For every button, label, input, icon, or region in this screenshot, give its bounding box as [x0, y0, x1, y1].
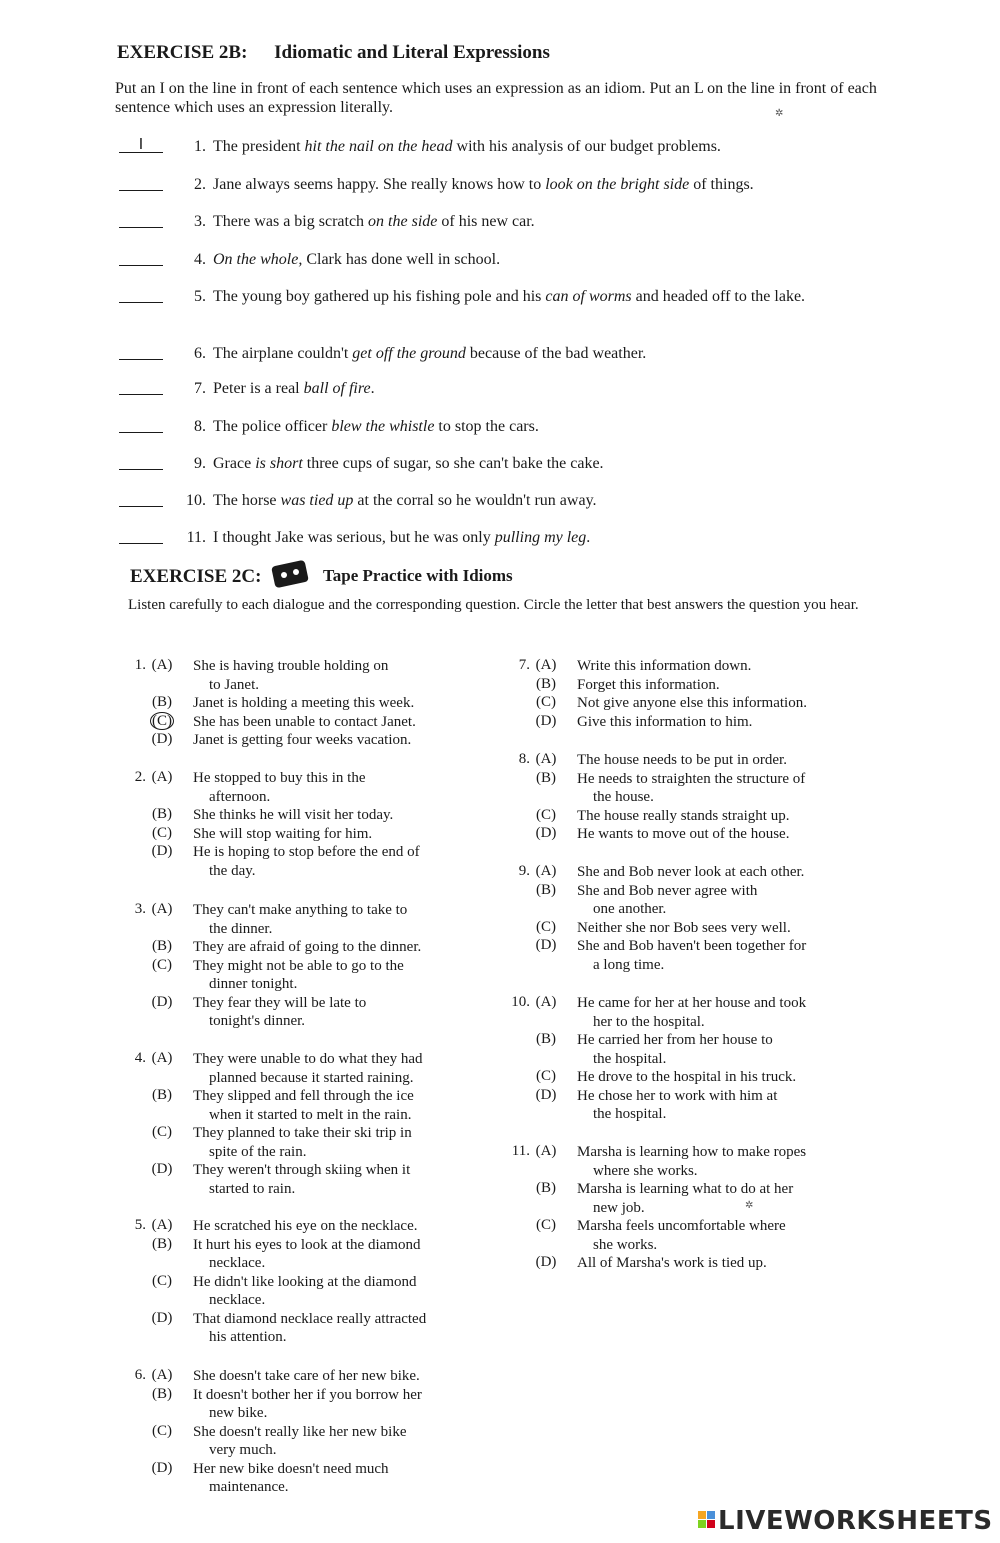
sentence-after: and headed off to the lake. — [631, 288, 806, 305]
option-letter[interactable] — [146, 731, 178, 748]
option-letter-text: (A) — [151, 769, 173, 785]
option-line: She is having trouble holding on — [193, 658, 389, 674]
sentence-before: The police officer — [213, 418, 332, 435]
answer-blank[interactable] — [119, 378, 163, 395]
sentence-after: of things. — [689, 176, 754, 193]
option-text — [577, 751, 882, 770]
answer-blank[interactable] — [119, 174, 163, 191]
asterisk-mark: ✲ — [745, 1200, 754, 1211]
question-number: 10. — [511, 994, 530, 1010]
option-text — [193, 1367, 498, 1386]
option-text — [193, 843, 498, 880]
exercise-2c-label: EXERCISE 2C: — [130, 566, 262, 587]
item-number: 3. — [194, 213, 206, 230]
option-line: Write this information down. — [577, 658, 752, 674]
option-letter[interactable] — [530, 1143, 562, 1160]
exercise-2c-heading — [130, 566, 261, 588]
option-letter[interactable] — [146, 901, 178, 918]
option-line: when it started to melt in the rain. — [209, 1106, 412, 1123]
option-letter[interactable] — [530, 676, 562, 693]
option-line: She thinks he will visit her today. — [193, 807, 394, 823]
question-number: 11. — [511, 1143, 530, 1159]
option-line: They fear they will be late to — [193, 994, 367, 1011]
option-text — [193, 825, 498, 844]
sentence-text — [213, 345, 863, 363]
option-letter-text: (D) — [151, 993, 173, 1010]
sentence-text — [213, 380, 863, 398]
item-number: 8. — [194, 418, 206, 435]
answer-blank[interactable]: I — [119, 136, 163, 153]
option-letter-text: (D) — [535, 825, 557, 841]
option-letter[interactable] — [146, 1367, 178, 1384]
option-letter[interactable] — [530, 863, 562, 880]
option-text — [577, 1068, 882, 1087]
sentence-after: because of the bad weather. — [465, 345, 647, 362]
option-letter-text: (D) — [151, 731, 173, 747]
option-letter[interactable] — [146, 843, 178, 860]
option-letter-text: (C) — [152, 1272, 172, 1289]
question-number: 2. — [134, 769, 146, 785]
option-line: his attention. — [209, 1329, 287, 1345]
option-letter[interactable] — [530, 1217, 562, 1234]
option-line: spite of the rain. — [209, 1143, 307, 1160]
option-letter-text: (D) — [535, 1254, 557, 1270]
option-text — [577, 1143, 882, 1180]
option-text — [193, 1460, 498, 1497]
option-letter[interactable] — [146, 1124, 178, 1141]
option-line: very much. — [209, 1442, 277, 1458]
option-letter[interactable] — [530, 937, 562, 954]
sentence-before: Peter is a real — [213, 380, 304, 397]
question-number: 9. — [518, 863, 530, 879]
option-letter[interactable] — [146, 1161, 178, 1178]
option-line: Forget this information. — [577, 676, 720, 693]
option-letter[interactable] — [146, 1217, 178, 1234]
sentence-before: Jane always seems happy. She really knows how to — [213, 176, 546, 193]
option-text — [193, 769, 498, 806]
option-line: He wants to move out of the house. — [577, 826, 790, 842]
sentence-text — [213, 213, 863, 231]
option-letter-text: (D) — [535, 712, 557, 729]
option-line: He needs to straighten the structure of — [577, 770, 806, 787]
item-number: 11. — [186, 529, 206, 546]
option-letter-text: (C) — [536, 1217, 556, 1233]
sentence-before: Grace — [213, 455, 256, 472]
sentence-before: The airplane couldn't — [213, 345, 353, 362]
option-letter[interactable] — [146, 657, 178, 674]
option-line: She doesn't take care of her new bike. — [193, 1368, 420, 1384]
option-letter-text: (B) — [536, 1180, 556, 1196]
sentence-before: There was a big scratch — [213, 213, 369, 230]
option-letter-text: (A) — [535, 657, 557, 673]
question-number: 3. — [134, 901, 146, 917]
option-text — [193, 1386, 498, 1423]
sentence-after: of his new car. — [437, 213, 535, 230]
option-letter-text: (A) — [535, 863, 557, 879]
option-letter[interactable] — [530, 1254, 562, 1271]
option-letter-text: (A) — [151, 1050, 173, 1066]
option-letter[interactable] — [530, 657, 562, 674]
option-letter-text: (A) — [535, 1143, 557, 1159]
question-number: 1. — [134, 657, 146, 673]
option-letter[interactable] — [530, 807, 562, 824]
option-text — [577, 863, 882, 882]
option-line: started to rain. — [209, 1180, 296, 1197]
option-text — [577, 657, 882, 676]
item-number: 4. — [194, 251, 206, 268]
sentence-after: with his analysis of our budget problems. — [452, 138, 721, 155]
option-line: her to the hospital. — [593, 1013, 705, 1030]
answer-blank[interactable] — [119, 211, 163, 228]
item-number: 7. — [194, 380, 206, 397]
logo-square — [707, 1511, 715, 1519]
option-text — [193, 1310, 498, 1347]
logo-square — [698, 1520, 706, 1528]
answer-blank[interactable] — [119, 249, 163, 266]
sentence-text — [213, 529, 863, 547]
option-line: They are afraid of going to the dinner. — [193, 939, 422, 955]
option-line: Not give anyone else this information. — [577, 695, 807, 711]
answer-blank[interactable] — [119, 416, 163, 433]
option-line: She and Bob haven't been together for — [577, 938, 807, 954]
option-text — [193, 1423, 498, 1460]
option-letter[interactable] — [530, 1180, 562, 1197]
idiom-expression: look on the bright side — [545, 176, 690, 193]
option-text — [577, 770, 882, 807]
option-letter-text: (B) — [152, 1235, 172, 1252]
idiom-expression: is short — [255, 455, 303, 472]
sentence-text — [213, 251, 863, 269]
question-number: 4. — [134, 1050, 146, 1066]
item-number: 10. — [186, 492, 206, 509]
option-letter-text: (B) — [536, 769, 556, 786]
liveworksheets-logo[interactable]: LIVEWORKSHEETS — [718, 1506, 993, 1536]
question-number: 7. — [518, 657, 530, 673]
option-text — [193, 957, 498, 994]
option-line: They weren't through skiing when it — [193, 1162, 411, 1178]
option-letter[interactable] — [530, 1087, 562, 1104]
option-line: He didn't like looking at the diamond — [193, 1273, 417, 1290]
option-line: the hospital. — [593, 1106, 667, 1122]
answer-blank[interactable] — [119, 527, 163, 544]
idiom-expression: blew the whistle — [331, 418, 435, 435]
option-letter[interactable] — [530, 770, 562, 787]
option-text — [193, 806, 498, 825]
idiom-expression: was tied up — [280, 492, 354, 509]
option-line: the day. — [209, 862, 256, 879]
option-text — [193, 938, 498, 957]
option-line: planned because it started raining. — [209, 1069, 414, 1086]
option-letter[interactable] — [530, 1031, 562, 1048]
option-letter-text: (A) — [151, 1217, 173, 1233]
option-letter[interactable] — [530, 825, 562, 842]
option-text — [193, 731, 498, 750]
option-line: It hurt his eyes to look at the diamond — [193, 1236, 421, 1253]
option-text — [193, 994, 498, 1031]
option-letter-text: (A) — [151, 1367, 173, 1383]
sentence-text — [213, 138, 863, 156]
option-text — [577, 937, 882, 974]
option-line: They might not be able to go to the — [193, 957, 404, 974]
option-line: She and Bob never look at each other. — [577, 864, 805, 880]
option-letter-text: (C) — [536, 694, 556, 710]
sentence-text — [213, 455, 863, 473]
option-letter-text: (A) — [151, 657, 173, 673]
option-text — [577, 1254, 882, 1273]
option-letter-text: (B) — [536, 881, 556, 898]
idiom-expression: pulling my leg — [494, 529, 587, 546]
exercise-2b-heading — [117, 42, 550, 64]
option-text — [577, 1031, 882, 1068]
option-letter-text: (C) — [152, 956, 172, 973]
question-number: 8. — [518, 751, 530, 767]
option-letter-text: (D) — [151, 1161, 173, 1177]
option-line: necklace. — [209, 1255, 266, 1271]
option-text — [193, 1087, 498, 1124]
option-text — [193, 1273, 498, 1310]
option-letter-text: (A) — [535, 751, 557, 767]
sentence-text — [213, 176, 863, 194]
question-number: 5. — [134, 1217, 146, 1233]
question-number: 6. — [134, 1367, 146, 1383]
option-letter[interactable] — [146, 1386, 178, 1403]
option-letter[interactable] — [146, 938, 178, 955]
option-line: Give this information to him. — [577, 713, 753, 730]
option-line: Marsha is learning how to make ropes — [577, 1144, 807, 1160]
option-letter[interactable] — [146, 1310, 178, 1327]
option-line: maintenance. — [209, 1479, 289, 1495]
idiom-expression: On the whole, — [213, 251, 303, 268]
option-letter-text: (C) — [536, 806, 556, 823]
circled-option-letter: (C) — [152, 712, 172, 729]
option-line: The house needs to be put in order. — [577, 752, 787, 768]
option-line: tonight's dinner. — [209, 1013, 306, 1029]
idiom-expression: get off the ground — [352, 345, 466, 362]
option-text — [577, 694, 882, 713]
option-text — [193, 1161, 498, 1198]
option-letter[interactable] — [146, 1273, 178, 1290]
sentence-after: three cups of sugar, so she can't bake the cake. — [302, 455, 604, 472]
option-line: Marsha feels uncomfortable where — [577, 1218, 786, 1234]
idiom-expression: ball of fire — [303, 380, 371, 397]
option-line: where she works. — [593, 1162, 698, 1179]
exercise-2b-instructions: Put an I on the line in front of each sentence which uses an expression as an idiom. Put an L on the line in front of each sentence which uses an expression literally. — [115, 80, 877, 116]
option-text — [193, 694, 498, 713]
option-line: She and Bob never agree with — [577, 882, 758, 899]
option-text — [577, 882, 882, 919]
option-letter-text: (B) — [152, 1087, 172, 1103]
option-letter[interactable] — [146, 694, 178, 711]
option-line: one another. — [593, 901, 667, 917]
option-line: All of Marsha's work is tied up. — [577, 1255, 767, 1271]
option-letter[interactable] — [146, 806, 178, 823]
sentence-after: . — [586, 529, 591, 546]
option-letter[interactable] — [146, 1050, 178, 1067]
option-line: afternoon. — [209, 788, 271, 805]
option-text — [577, 994, 882, 1031]
option-letter-text: (C) — [152, 1124, 172, 1140]
option-line: Her new bike doesn't need much — [193, 1460, 389, 1477]
option-text — [193, 1236, 498, 1273]
exercise-2c-instructions: Listen carefully to each dialogue and the corresponding question. Circle the letter that best answers the question you hear. — [128, 597, 859, 613]
option-text — [577, 1180, 882, 1217]
option-text — [577, 1217, 882, 1254]
option-line: she works. — [593, 1236, 658, 1253]
option-line: He chose her to work with him at — [577, 1087, 778, 1104]
option-text — [577, 919, 882, 938]
sentence-after: at the corral so he wouldn't run away. — [353, 492, 597, 509]
idiom-expression: hit the nail on the head — [304, 138, 453, 155]
option-letter-text: (D) — [535, 937, 557, 953]
option-line: dinner tonight. — [209, 976, 298, 992]
option-letter[interactable] — [530, 882, 562, 899]
option-letter[interactable] — [146, 1423, 178, 1440]
option-line: He drove to the hospital in his truck. — [577, 1069, 797, 1085]
option-line: necklace. — [209, 1292, 266, 1308]
option-line: They were unable to do what they had — [193, 1051, 423, 1067]
idiom-expression: can of worms — [545, 288, 632, 305]
sentence-before: The horse — [213, 492, 281, 509]
option-line: to Janet. — [209, 676, 259, 693]
option-letter[interactable] — [146, 1236, 178, 1253]
option-line: He scratched his eye on the necklace. — [193, 1218, 418, 1234]
option-text — [193, 1124, 498, 1161]
option-line: That diamond necklace really attracted — [193, 1310, 427, 1327]
option-letter[interactable] — [146, 713, 178, 730]
option-line: She doesn't really like her new bike — [193, 1423, 407, 1440]
sentence-after: Clark has done well in school. — [302, 251, 501, 268]
option-line: Janet is holding a meeting this week. — [193, 695, 415, 711]
option-letter-text: (B) — [536, 1031, 556, 1047]
option-letter[interactable] — [146, 957, 178, 974]
option-letter-text: (B) — [152, 938, 172, 954]
sentence-text — [213, 492, 863, 510]
option-text — [577, 1087, 882, 1124]
answer-blank[interactable] — [119, 286, 163, 303]
sentence-after: to stop the cars. — [434, 418, 539, 435]
logo-square — [698, 1511, 706, 1519]
answer-blank[interactable] — [119, 453, 163, 470]
option-letter[interactable] — [530, 751, 562, 768]
option-letter-text: (C) — [536, 918, 556, 935]
option-letter[interactable] — [146, 825, 178, 842]
exercise-2c-title: Tape Practice with Idioms — [323, 566, 513, 585]
option-text — [577, 713, 882, 732]
logo-square — [707, 1520, 715, 1528]
option-line: It doesn't bother her if you borrow her — [193, 1386, 422, 1403]
option-line: the house. — [593, 789, 654, 805]
option-line: They slipped and fell through the ice — [193, 1088, 414, 1104]
option-letter[interactable] — [530, 1068, 562, 1085]
option-letter[interactable] — [530, 919, 562, 936]
option-letter-text: (B) — [152, 694, 172, 710]
option-letter-text: (D) — [535, 1086, 557, 1103]
item-number: 2. — [194, 176, 206, 193]
item-number: 5. — [194, 288, 206, 305]
option-text — [193, 1217, 498, 1236]
sentence-text — [213, 288, 863, 306]
option-line: They can't make anything to take to — [193, 902, 408, 918]
sentence-before: I thought Jake was serious, but he was only — [213, 529, 495, 546]
option-letter-text: (A) — [151, 901, 173, 917]
option-line: They planned to take their ski trip in — [193, 1125, 412, 1141]
option-letter[interactable] — [530, 713, 562, 730]
option-text — [577, 825, 882, 844]
option-letter-text: (B) — [152, 1385, 172, 1402]
sentence-before: The president — [213, 138, 305, 155]
option-line: She has been unable to contact Janet. — [193, 713, 416, 730]
asterisk-mark: ✲ — [775, 108, 784, 119]
option-line: a long time. — [593, 956, 665, 973]
answer-blank[interactable] — [119, 490, 163, 507]
option-line: The house really stands straight up. — [577, 807, 790, 824]
option-text — [577, 676, 882, 695]
option-line: the dinner. — [209, 920, 273, 937]
exercise-2b-label: EXERCISE 2B: — [117, 42, 248, 63]
idiom-expression: on the side — [368, 213, 438, 230]
cassette-tape-icon — [271, 560, 311, 588]
option-letter-text: (D) — [151, 843, 173, 859]
item-number: 6. — [194, 345, 206, 362]
option-letter[interactable] — [530, 694, 562, 711]
answer-blank[interactable] — [119, 343, 163, 360]
item-number: 1. — [194, 138, 206, 155]
option-line: She will stop waiting for him. — [193, 825, 373, 842]
option-line: Neither she nor Bob sees very well. — [577, 919, 791, 936]
option-text — [193, 713, 498, 732]
option-letter[interactable] — [530, 994, 562, 1011]
option-letter[interactable] — [146, 1087, 178, 1104]
sentence-before: The young boy gathered up his fishing pole and his — [213, 288, 546, 305]
option-line: new job. — [593, 1199, 645, 1216]
option-line: the hospital. — [593, 1050, 667, 1067]
sentence-text — [213, 418, 863, 436]
item-number: 9. — [194, 455, 206, 472]
option-text — [193, 1050, 498, 1087]
sentence-after: . — [370, 380, 375, 397]
option-letter-text: (C) — [152, 824, 172, 841]
option-line: He is hoping to stop before the end of — [193, 844, 420, 860]
option-text — [193, 901, 498, 938]
option-text — [577, 807, 882, 826]
option-text — [193, 657, 498, 694]
option-letter[interactable] — [146, 1460, 178, 1477]
option-letter-text: (C) — [152, 1422, 172, 1439]
option-line: He carried her from her house to — [577, 1032, 773, 1048]
option-letter-text: (A) — [535, 994, 557, 1010]
option-letter-text: (D) — [151, 1309, 173, 1326]
option-line: Marsha is learning what to do at her — [577, 1181, 794, 1197]
option-letter-text: (B) — [536, 675, 556, 692]
option-letter-text: (D) — [151, 1459, 173, 1476]
option-letter[interactable] — [146, 769, 178, 786]
option-letter[interactable] — [146, 994, 178, 1011]
option-line: He stopped to buy this in the — [193, 770, 366, 786]
exercise-2b-title: Idiomatic and Literal Expressions — [274, 42, 550, 63]
option-line: He came for her at her house and took — [577, 995, 807, 1011]
option-letter-text: (C) — [536, 1068, 556, 1084]
option-line: Janet is getting four weeks vacation. — [193, 732, 412, 748]
option-line: new bike. — [209, 1405, 268, 1421]
option-letter-text: (B) — [152, 806, 172, 822]
